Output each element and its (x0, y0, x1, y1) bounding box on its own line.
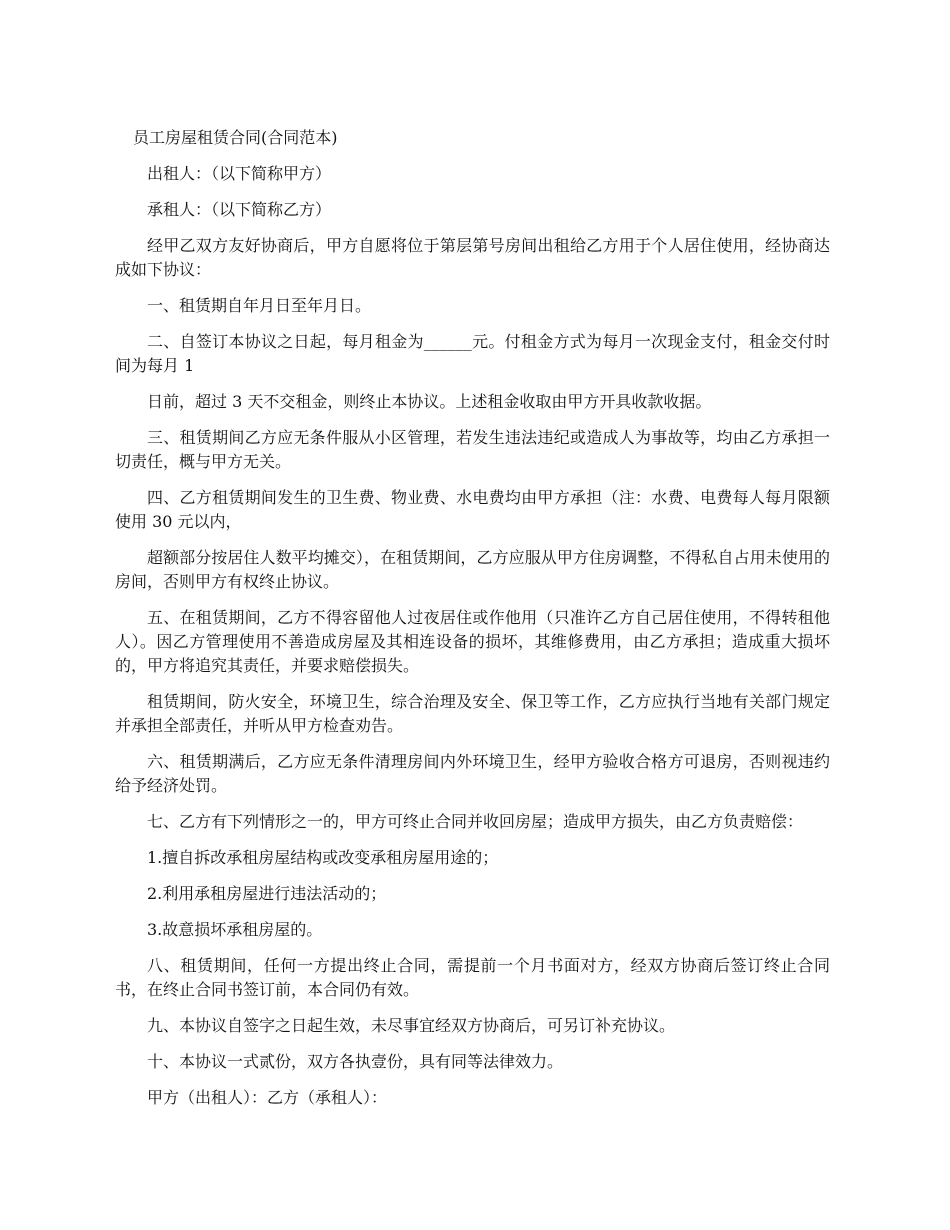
clause-5: 五、在租赁期间，乙方不得容留他人过夜居住或作他用（只准许乙方自己居住使用，不得转租他人）。因乙方管理使用不善造成房屋及其相连设备的损坏，其维修费用，由乙方承担；造成重大损坏的，甲方将追究其责任，并要求赔偿损失。 (115, 608, 830, 675)
lessee-line: 承租人：（以下简称乙方） (147, 200, 332, 219)
clause-3: 三、租赁期间乙方应无条件服从小区管理，若发生违法违纪或造成人为事故等，均由乙方承担一切责任，概与甲方无关。 (115, 428, 830, 471)
document-body (115, 126, 830, 1122)
clause-1: 一、租赁期自年月日至年月日。 (147, 296, 372, 315)
clause-2-continued: 日前，超过 3 天不交租金，则终止本协议。上述租金收取由甲方开具收款收据。 (147, 392, 712, 411)
lessor-line: 出租人：（以下简称甲方） (147, 164, 332, 183)
clause-7: 七、乙方有下列情形之一的，甲方可终止合同并收回房屋；造成甲方损失，由乙方负责赔偿： (147, 812, 804, 831)
clause-4: 四、乙方租赁期间发生的卫生费、物业费、水电费均由甲方承担（注：水费、电费每人每月限额使用 30 元以内， (115, 488, 830, 531)
clause-7-item-3: 3.故意损坏承租房屋的。 (147, 920, 323, 939)
clause-7-item-2: 2.利用承租房屋进行违法活动的； (147, 884, 387, 903)
clause-10: 十、本协议一式贰份，双方各执壹份，具有同等法律效力。 (147, 1052, 564, 1071)
clause-8: 八、租赁期间，任何一方提出终止合同，需提前一个月书面对方，经双方协商后签订终止合同书，在终止合同书签订前，本合同仍有效。 (115, 956, 830, 999)
preamble-paragraph: 经甲乙双方友好协商后，甲方自愿将位于第层第号房间出租给乙方用于个人居住使用，经协商达成如下协议： (115, 236, 830, 279)
clause-6: 六、租赁期满后，乙方应无条件清理房间内外环境卫生，经甲方验收合格方可退房，否则视违约给予经济处罚。 (115, 752, 830, 795)
clause-4-continued: 超额部分按居住人数平均摊交），在租赁期间，乙方应服从甲方住房调整，不得私自占用未使用的房间，否则甲方有权终止协议。 (115, 548, 830, 591)
document-title: 员工房屋租赁合同(合同范本) (133, 128, 338, 147)
clause-7-item-1: 1.擅自拆改承租房屋结构或改变承租房屋用途的； (147, 848, 499, 867)
signature-line: 甲方（出租人）：乙方（承租人）： (147, 1088, 388, 1107)
clause-2: 二、自签订本协议之日起，每月租金为______元。付租金方式为每月一次现金支付，租金交付时间为每月 1 (115, 332, 830, 375)
safety-paragraph: 租赁期间，防火安全，环境卫生，综合治理及安全、保卫等工作，乙方应执行当地有关部门规定并承担全部责任，并听从甲方检查劝告。 (115, 692, 830, 735)
clause-9: 九、本协议自签字之日起生效，未尽事宜经双方协商后，可另订补充协议。 (147, 1016, 676, 1035)
